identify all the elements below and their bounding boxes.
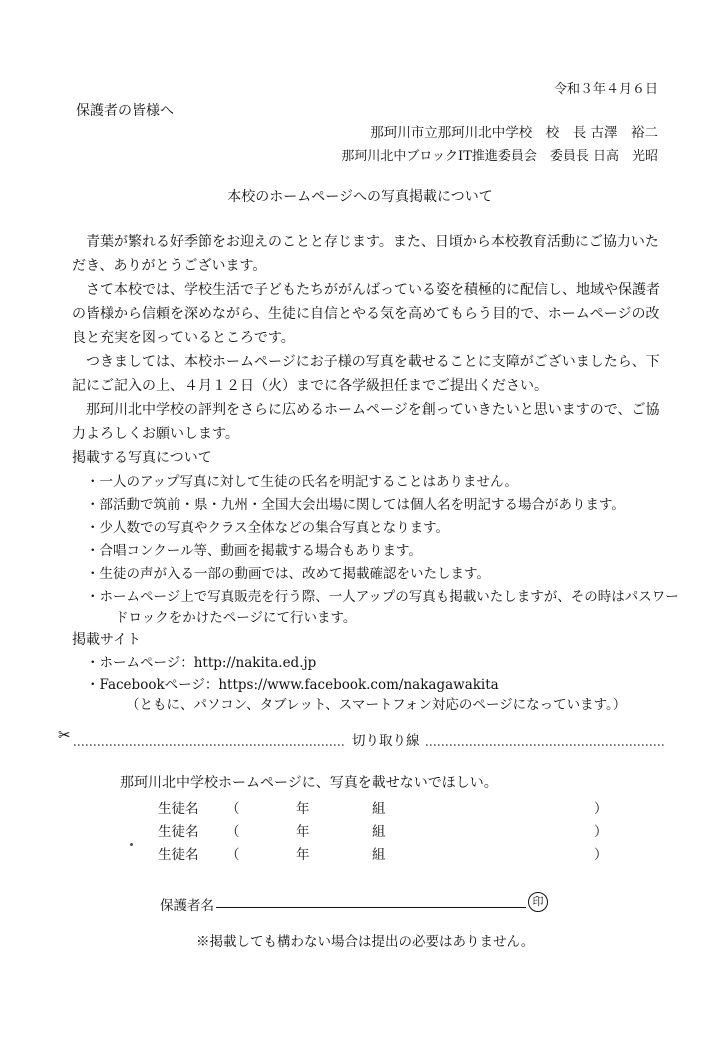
grade-label: 年 — [296, 824, 310, 840]
stray-mark — [130, 843, 133, 846]
photo-rule-item: ・一人のアップ写真に対して生徒の氏名を明記することはありません。 — [86, 474, 518, 490]
sender-principal: 那珂川市立那珂川北中学校 校 長 古澤 裕二 — [370, 125, 658, 141]
photo-rule-item: ・ホームページ上で写真販売を行う際、一人アップの写真も掲載いたしますが、その時はパスワー — [86, 589, 679, 605]
class-label: 組 — [372, 824, 386, 840]
letter-date: 令和３年４月６日 — [553, 82, 658, 97]
paren-close: ） — [594, 801, 608, 817]
photo-rule-item: ・少人数での写真やクラス全体などの集合写真となります。 — [86, 520, 450, 536]
class-label: 組 — [372, 801, 386, 817]
letter-recipient: 保護者の皆様へ — [76, 103, 174, 119]
paragraph-greeting: 青葉が繁れる好季節をお迎えのことと存じます。また、日頃から本校教育活動にご協力いただき、ありがとうございます。 — [72, 234, 659, 274]
grade-label: 年 — [296, 801, 310, 817]
paren-open: （ — [226, 847, 240, 863]
paragraph-purpose: さて本校では、学校生活で子どもたちががんばっている姿を積極的に配信し、地域や保護者の皆様から信頼を深めながら、生徒に自信とやる気を高めてもらう目的で、ホームページの改良と充実を図っているところです。 — [72, 282, 660, 346]
paren-close: ） — [594, 824, 608, 840]
seal-mark: 印 — [528, 892, 548, 912]
photos-heading: 掲載する写真について — [72, 450, 212, 466]
grade-label: 年 — [296, 847, 310, 863]
form-footnote: ※掲載しても構わない場合は提出の必要はありません。 — [196, 934, 535, 950]
sender-committee: 那珂川北中ブロックIT推進委員会 委員長 日高 光昭 — [341, 149, 658, 164]
paren-open: （ — [226, 801, 240, 817]
paren-close: ） — [594, 847, 608, 863]
letter-title: 本校のホームページへの写真掲載について — [227, 189, 493, 205]
student-name-label: 生徒名 — [158, 847, 199, 863]
class-label: 組 — [372, 847, 386, 863]
student-name-label: 生徒名 — [158, 824, 199, 840]
paragraph-closing: 那珂川北中学校の評判をさらに広めるホームページを創っていきたいと思いますので、ご協力よろしくお願いします。 — [72, 402, 660, 442]
paren-open: （ — [226, 824, 240, 840]
photo-rule-continuation: ドロックをかけたページにて行います。 — [115, 610, 357, 626]
sites-heading: 掲載サイト — [72, 632, 142, 648]
guardian-name-line[interactable] — [216, 907, 526, 908]
photo-rule-item: ・合唱コンクール等、動画を掲載する場合もあります。 — [86, 543, 422, 559]
paragraph-request: つきましては、本校ホームページにお子様の写真を載せることに支障がございましたら、下記にご記入の上、４月１２日（火）までに各学級担任までご提出ください。 — [72, 354, 660, 394]
photo-rule-item: ・生徒の声が入る一部の動画では、改めて掲載確認をいたします。 — [86, 566, 490, 582]
scissors-icon: ✂ — [58, 726, 71, 744]
photo-rule-item: ・部活動で筑前・県・九州・全国大会出場に関しては個人名を明記する場合があります。 — [86, 497, 625, 513]
student-name-label: 生徒名 — [158, 801, 199, 817]
cut-line-label: 切り取り線 — [346, 729, 426, 749]
homepage-link[interactable]: ・ホームページ：http://nakita.ed.jp — [86, 655, 317, 671]
guardian-name-label: 保護者名 — [160, 898, 214, 914]
form-heading: 那珂川北中学校ホームページに、写真を載せないでほしい。 — [120, 775, 498, 791]
facebook-link[interactable]: ・Facebookページ：https://www.facebook.com/nakagawakita — [86, 677, 499, 693]
sites-note: （ともに、パソコン、タブレット、スマートフォン対応のページになっています。） — [126, 697, 627, 713]
